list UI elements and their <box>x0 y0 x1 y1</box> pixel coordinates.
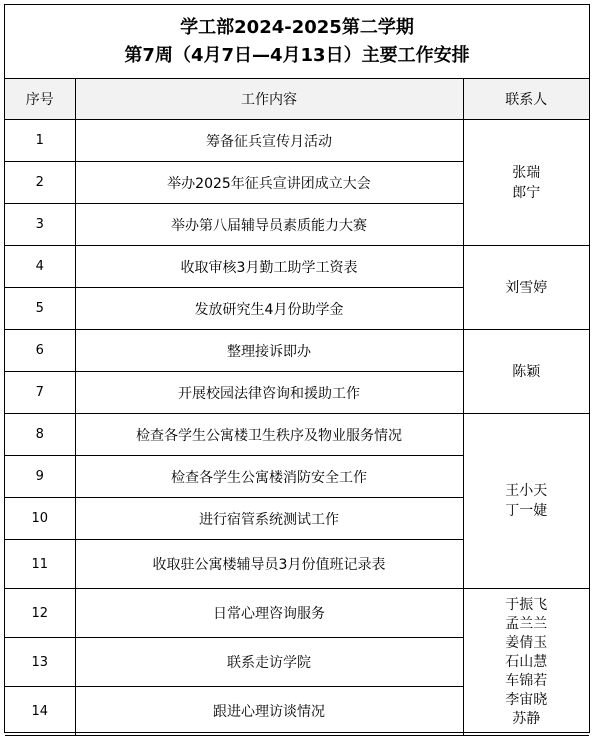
row-content: 整理接诉即办 <box>75 330 463 372</box>
row-number: 6 <box>5 330 75 372</box>
table-row <box>5 589 589 638</box>
table-row <box>5 330 589 372</box>
contact-name: 石山慧 <box>505 653 548 670</box>
title-line-2: 第7周（4月7日—4月13日）主要工作安排 <box>124 45 470 66</box>
contact-name: 王小天 <box>505 483 548 499</box>
row-number: 12 <box>5 589 75 638</box>
row-number: 4 <box>5 246 75 288</box>
contact-cell <box>463 330 589 414</box>
header-row <box>5 79 589 120</box>
row-number: 8 <box>5 414 75 456</box>
row-number: 9 <box>5 456 75 498</box>
title-line-1: 学工部2024-2025第二学期 <box>180 17 414 38</box>
row-number: 10 <box>5 498 75 540</box>
table-row <box>5 120 589 162</box>
contact-name: 郎宁 <box>512 184 541 201</box>
contact-name: 姜倩玉 <box>505 634 548 651</box>
table-row <box>5 246 589 288</box>
row-content: 举办2025年征兵宣讲团成立大会 <box>75 162 463 204</box>
contact-cell <box>463 120 589 246</box>
row-number: 13 <box>5 638 75 687</box>
row-content: 筹备征兵宣传月活动 <box>75 120 463 162</box>
row-number: 1 <box>5 120 75 162</box>
row-number: 14 <box>5 687 75 736</box>
contact-name: 刘雪婷 <box>505 279 548 296</box>
contact-name: 丁一婕 <box>505 503 548 519</box>
schedule-sheet <box>4 4 590 733</box>
row-content: 收取审核3月勤工助学工资表 <box>75 246 463 288</box>
row-number: 2 <box>5 162 75 204</box>
contact-name: 陈颖 <box>512 363 541 380</box>
header-contact: 联系人 <box>463 79 589 120</box>
row-content: 开展校园法律咨询和援助工作 <box>75 372 463 414</box>
contact-name: 苏静 <box>512 710 541 727</box>
row-content: 收取驻公寓楼辅导员3月份值班记录表 <box>75 540 463 589</box>
contact-name: 车锦若 <box>505 672 548 689</box>
contact-cell <box>463 589 589 736</box>
contact-name: 于振飞 <box>505 596 548 613</box>
document-title <box>5 5 589 79</box>
row-content: 发放研究生4月份助学金 <box>75 288 463 330</box>
row-content: 进行宿管系统测试工作 <box>75 498 463 540</box>
schedule-table <box>5 79 589 736</box>
contact-cell <box>463 414 589 589</box>
row-content: 检查各学生公寓楼消防安全工作 <box>75 456 463 498</box>
row-content: 举办第八届辅导员素质能力大赛 <box>75 204 463 246</box>
row-content: 联系走访学院 <box>75 638 463 687</box>
header-content: 工作内容 <box>75 79 463 120</box>
contact-name: 李宙晓 <box>505 691 548 708</box>
header-no: 序号 <box>5 79 75 120</box>
contact-cell <box>463 246 589 330</box>
table-row <box>5 414 589 456</box>
row-number: 3 <box>5 204 75 246</box>
contact-name: 张瑞 <box>512 164 541 181</box>
contact-name: 孟兰兰 <box>505 615 548 632</box>
row-number: 11 <box>5 540 75 589</box>
row-number: 5 <box>5 288 75 330</box>
row-content: 检查各学生公寓楼卫生秩序及物业服务情况 <box>75 414 463 456</box>
row-number: 7 <box>5 372 75 414</box>
row-content: 跟进心理访谈情况 <box>75 687 463 736</box>
row-content: 日常心理咨询服务 <box>75 589 463 638</box>
